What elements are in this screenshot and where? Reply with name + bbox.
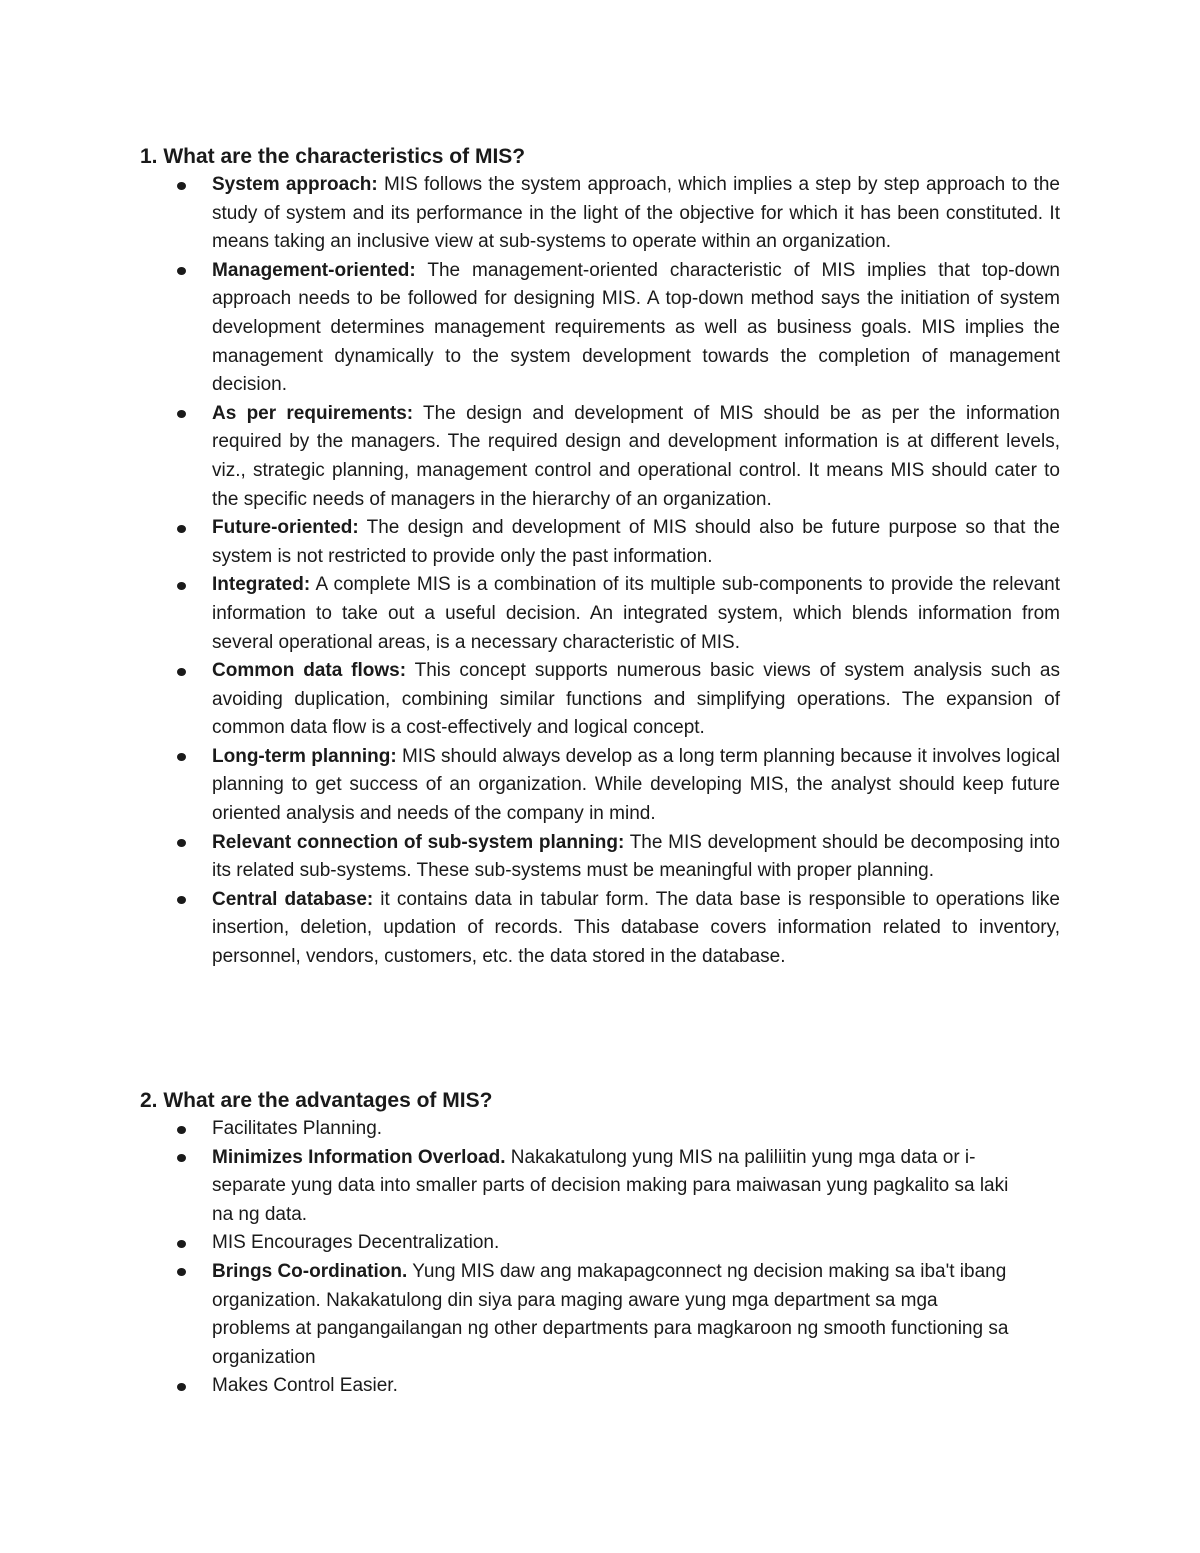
- bullet-icon: [177, 753, 186, 761]
- item-text: MIS Encourages Decentralization.: [212, 1232, 500, 1254]
- bullet-icon: [177, 668, 186, 676]
- item-term: Long-term planning:: [212, 745, 397, 767]
- bullet-icon: [177, 1154, 186, 1162]
- section-heading: 2. What are the advantages of MIS?: [140, 1089, 493, 1112]
- bullet-icon: [177, 525, 186, 533]
- item-text: The management-oriented characteristic of MIS implies that top-down approach needs to be followed for designing MIS. A top-down method says the initiation of system development determines management requirements as well as business goals. MIS implies the management dynamically to the system development towards the completion of management decision.: [212, 259, 1061, 396]
- list-item: [140, 743, 1060, 829]
- characteristics-section: [140, 143, 1060, 972]
- bullet-icon: [177, 1268, 186, 1276]
- list-item: [140, 1115, 1060, 1144]
- list-item: [140, 514, 1060, 571]
- bullet-list: [140, 171, 1060, 972]
- bullet-icon: [177, 1383, 186, 1391]
- item-term: Central database:: [212, 888, 374, 910]
- item-text: it contains data in tabular form. The data base is responsible to operations like insertion, deletion, updation of records. This database covers information related to inventory, personnel, vendors, customers, etc. the data stored in the database.: [212, 888, 1060, 968]
- section-heading: 1. What are the characteristics of MIS?: [140, 145, 526, 168]
- bullet-icon: [177, 839, 186, 847]
- bullet-icon: [177, 267, 186, 275]
- bullet-icon: [177, 410, 186, 418]
- item-term: Common data flows:: [212, 660, 407, 682]
- item-text: MIS follows the system approach, which implies a step by step approach to the study of system and its performance in the light of the objective for which it has been constituted. It means taking an inclusive view at sub-systems to operate within an organization.: [212, 174, 1060, 253]
- list-item: [140, 400, 1060, 514]
- item-text: MIS should always develop as a long term planning because it involves logical planning to get success of an organization. While developing MIS, the analyst should keep future oriented analysis and needs of the company in mind.: [212, 745, 1060, 825]
- bullet-icon: [177, 1240, 186, 1248]
- item-term: Future-oriented:: [212, 517, 359, 539]
- list-item: [140, 257, 1060, 400]
- list-item: [140, 1372, 1060, 1401]
- bullet-icon: [177, 582, 186, 590]
- advantages-section: [140, 1087, 1060, 1401]
- item-term: System approach:: [212, 174, 378, 195]
- item-text: This concept supports numerous basic views of system analysis such as avoiding duplication, combining similar functions and simplifying operations. The expansion of common data flow is a cost-effectively and logical concept.: [212, 660, 1060, 739]
- item-text: Facilitates Planning.: [212, 1118, 383, 1139]
- bullet-icon: [177, 182, 186, 190]
- item-text: Nakakatulong yung MIS na paliliitin yung mga data or i-separate yung data into smaller parts of decision making para maiwasan yung pagkalito sa laki na ng data.: [212, 1146, 1009, 1225]
- item-term: Brings Co-ordination.: [212, 1260, 408, 1282]
- item-text: Makes Control Easier.: [212, 1375, 398, 1397]
- bullet-icon: [177, 1126, 186, 1134]
- list-item: [140, 171, 1060, 257]
- bullet-list: [140, 1115, 1060, 1401]
- item-term: As per requirements:: [212, 402, 414, 424]
- item-term: Minimizes Information Overload.: [212, 1146, 506, 1168]
- item-term: Management-oriented:: [212, 259, 416, 281]
- list-item: [140, 1258, 1060, 1372]
- list-item: [140, 1229, 1060, 1258]
- item-term: Relevant connection of sub-system planning:: [212, 831, 625, 853]
- item-text: The MIS development should be decomposing into its related sub-systems. These sub-systems must be meaningful with proper planning.: [212, 831, 1060, 882]
- list-item: [140, 571, 1060, 657]
- list-item: [140, 886, 1060, 972]
- list-item: [140, 1144, 1060, 1230]
- item-text: A complete MIS is a combination of its multiple sub-components to provide the relevant information to take out a useful decision. An integrated system, which blends information from several operational areas, is a necessary characteristic of MIS.: [212, 574, 1060, 653]
- bullet-icon: [177, 896, 186, 904]
- item-text: The design and development of MIS should be as per the information required by the managers. The required design and development information is at different levels, viz., strategic planning, management control and operational control. It means MIS should cater to the specific needs of managers in the hierarchy of an organization.: [212, 402, 1060, 510]
- item-text: Yung MIS daw ang makapagconnect ng decision making sa iba't ibang organization. Nakakatulong din siya para maging aware yung mga department sa mga problems at pangangailangan ng other departments para magkaroon ng smooth functioning sa organization: [212, 1260, 1009, 1368]
- item-text: The design and development of MIS should also be future purpose so that the system is not restricted to provide only the past information.: [212, 517, 1061, 567]
- list-item: [140, 829, 1060, 886]
- list-item: [140, 657, 1060, 743]
- item-term: Integrated:: [212, 574, 311, 596]
